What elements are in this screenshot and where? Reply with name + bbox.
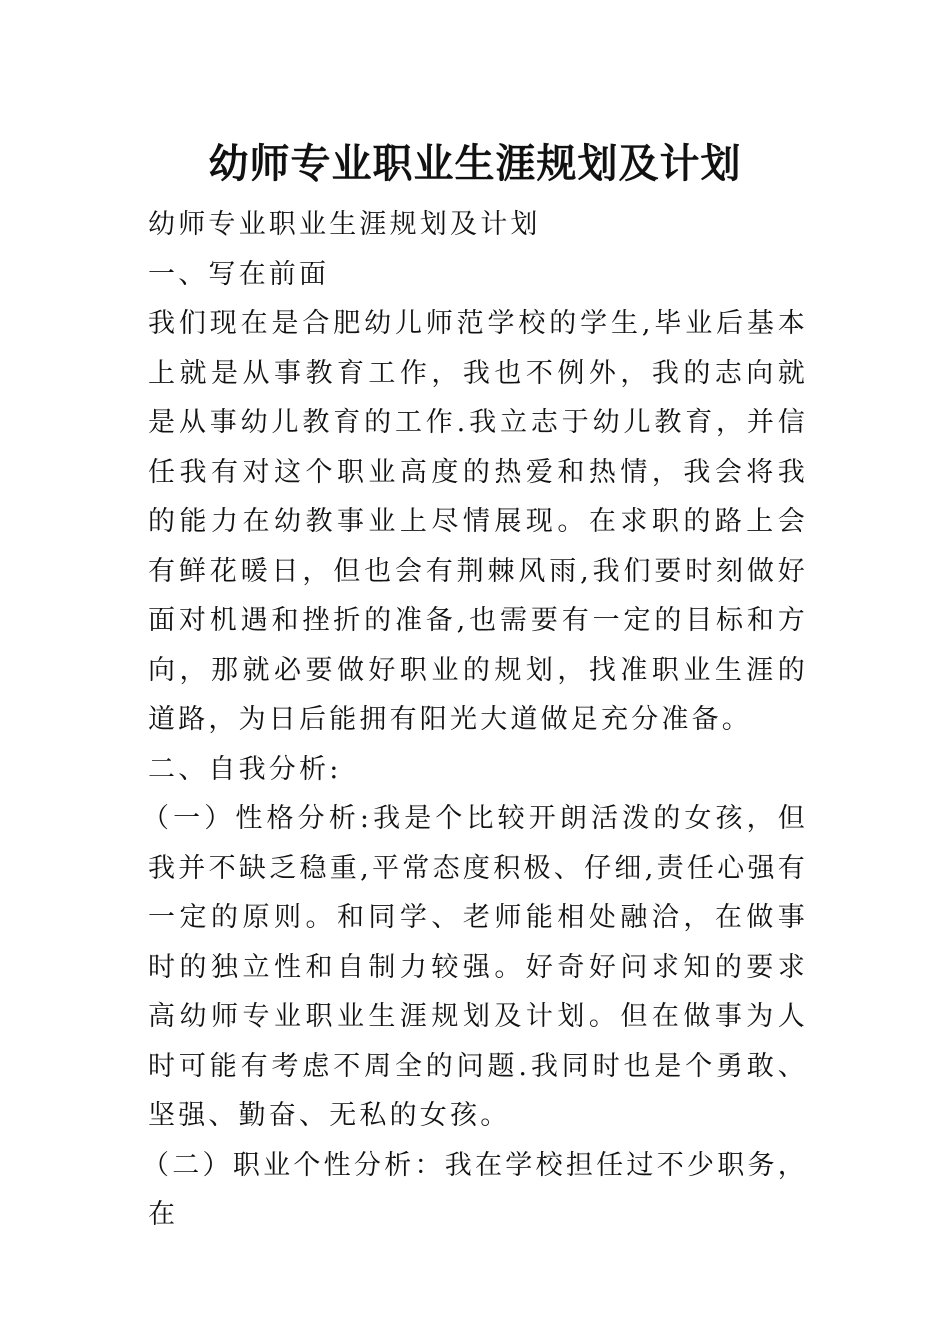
section-heading-intro: 一、写在前面 <box>148 258 330 290</box>
career-personality-paragraph: （二）职业个性分析：我在学校担任过不少职务，在 <box>142 1149 808 1230</box>
section-heading-self-analysis: 二、自我分析: <box>148 753 342 785</box>
subtitle-line: 幼师专业职业生涯规划及计划 <box>148 209 541 240</box>
document-title: 幼师专业职业生涯规划及计划 <box>208 140 742 187</box>
intro-paragraph: 我们现在是合肥幼儿师范学校的学生,毕业后基本上就是从事教育工作，我也不例外，我的志向就是从事幼儿教育的工作.我立志于幼儿教育，并信任我有对这个职业高度的热爱和热情，我会将我的能力在幼教事业上尽情展现。在求职的路上会有鲜花暖日，但也会有荆棘风雨,我们要时刻做好面对机遇和挫折的准备,也需要有一定的目标和方向，那就必要做好职业的规划，找准职业生涯的道路，为日后能拥有阳光大道做足充分准备。 <box>148 308 808 735</box>
document-body <box>142 200 808 1240</box>
personality-analysis-paragraph: （一）性格分析:我是个比较开朗活泼的女孩，但我并不缺乏稳重,平常态度积极、仔细,责任心强有一定的原则。和同学、老师能相处融洽，在做事时的独立性和自制力较强。好奇好问求知的要求高幼师专业职业生涯规划及计划。但在做事为人时可能有考虑不周全的问题.我同时也是个勇敢、坚强、勤奋、无私的女孩。 <box>142 803 808 1131</box>
